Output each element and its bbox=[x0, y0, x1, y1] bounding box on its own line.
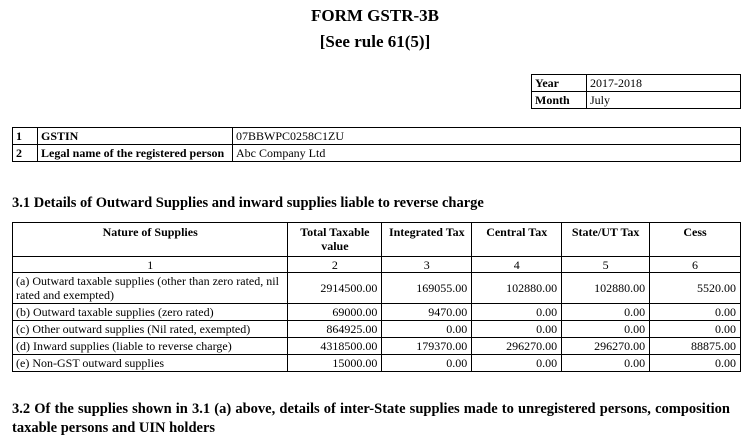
table-row bbox=[13, 355, 741, 372]
form-title: FORM GSTR-3B bbox=[311, 6, 439, 25]
column-header: Central Tax bbox=[472, 223, 562, 257]
value-cell: 296270.00 bbox=[562, 338, 650, 355]
column-header: Total Taxable value bbox=[288, 223, 382, 257]
value-cell: 0.00 bbox=[650, 321, 741, 338]
month-label: Month bbox=[532, 92, 587, 109]
value-cell: 88875.00 bbox=[650, 338, 741, 355]
header-row bbox=[13, 223, 741, 257]
value-cell: 0.00 bbox=[562, 321, 650, 338]
column-index: 5 bbox=[562, 257, 650, 273]
form-rule: [See rule 61(5)] bbox=[319, 32, 431, 51]
value-cell: 0.00 bbox=[562, 355, 650, 372]
section-3-1-title: 3.1 Details of Outward Supplies and inward supplies liable to reverse charge bbox=[12, 195, 484, 211]
column-index: 2 bbox=[288, 257, 382, 273]
value-cell: 2914500.00 bbox=[288, 273, 382, 304]
outward-supplies-table bbox=[12, 222, 741, 372]
info-label: GSTIN bbox=[38, 128, 233, 145]
value-cell: 0.00 bbox=[650, 355, 741, 372]
value-cell: 179370.00 bbox=[382, 338, 472, 355]
column-index: 1 bbox=[13, 257, 288, 273]
table-row bbox=[13, 338, 741, 355]
year-value: 2017-2018 bbox=[587, 75, 741, 92]
nature-cell: (d) Inward supplies (liable to reverse charge) bbox=[13, 338, 288, 355]
info-row-legal-name bbox=[13, 145, 741, 162]
column-index: 4 bbox=[472, 257, 562, 273]
legal-name-value: Abc Company Ltd bbox=[233, 145, 741, 162]
nature-cell: (b) Outward taxable supplies (zero rated) bbox=[13, 304, 288, 321]
year-label: Year bbox=[532, 75, 587, 92]
value-cell: 0.00 bbox=[562, 304, 650, 321]
value-cell: 69000.00 bbox=[288, 304, 382, 321]
value-cell: 4318500.00 bbox=[288, 338, 382, 355]
value-cell: 102880.00 bbox=[562, 273, 650, 304]
table-row bbox=[13, 273, 741, 304]
nature-cell: (e) Non-GST outward supplies bbox=[13, 355, 288, 372]
value-cell: 102880.00 bbox=[472, 273, 562, 304]
value-cell: 0.00 bbox=[382, 355, 472, 372]
section-3-2-title: 3.2 Of the supplies shown in 3.1 (a) above, details of inter-State supplies made to unregistered persons, composition taxable persons and UIN holders bbox=[12, 401, 730, 436]
info-number: 2 bbox=[13, 145, 38, 162]
value-cell: 296270.00 bbox=[472, 338, 562, 355]
info-number: 1 bbox=[13, 128, 38, 145]
nature-cell: (a) Outward taxable supplies (other than zero rated, nil rated and exempted) bbox=[13, 273, 288, 304]
nature-cell: (c) Other outward supplies (Nil rated, exempted) bbox=[13, 321, 288, 338]
column-index: 3 bbox=[382, 257, 472, 273]
value-cell: 0.00 bbox=[382, 321, 472, 338]
column-header: State/UT Tax bbox=[562, 223, 650, 257]
table-row bbox=[13, 304, 741, 321]
table-row bbox=[13, 321, 741, 338]
value-cell: 15000.00 bbox=[288, 355, 382, 372]
gstin-value: 07BBWPC0258C1ZU bbox=[233, 128, 741, 145]
value-cell: 0.00 bbox=[472, 321, 562, 338]
taxpayer-info-table bbox=[12, 127, 741, 162]
info-row-gstin bbox=[13, 128, 741, 145]
info-label: Legal name of the registered person bbox=[38, 145, 233, 162]
column-header: Cess bbox=[650, 223, 741, 257]
column-index: 6 bbox=[650, 257, 741, 273]
value-cell: 0.00 bbox=[472, 304, 562, 321]
value-cell: 0.00 bbox=[650, 304, 741, 321]
column-header: Integrated Tax bbox=[382, 223, 472, 257]
value-cell: 9470.00 bbox=[382, 304, 472, 321]
value-cell: 864925.00 bbox=[288, 321, 382, 338]
value-cell: 0.00 bbox=[472, 355, 562, 372]
value-cell: 169055.00 bbox=[382, 273, 472, 304]
column-header: Nature of Supplies bbox=[13, 223, 288, 257]
period-row-year bbox=[532, 75, 741, 92]
period-row-month bbox=[532, 92, 741, 109]
period-table bbox=[531, 74, 741, 109]
index-row bbox=[13, 257, 741, 273]
value-cell: 5520.00 bbox=[650, 273, 741, 304]
month-value: July bbox=[587, 92, 741, 109]
